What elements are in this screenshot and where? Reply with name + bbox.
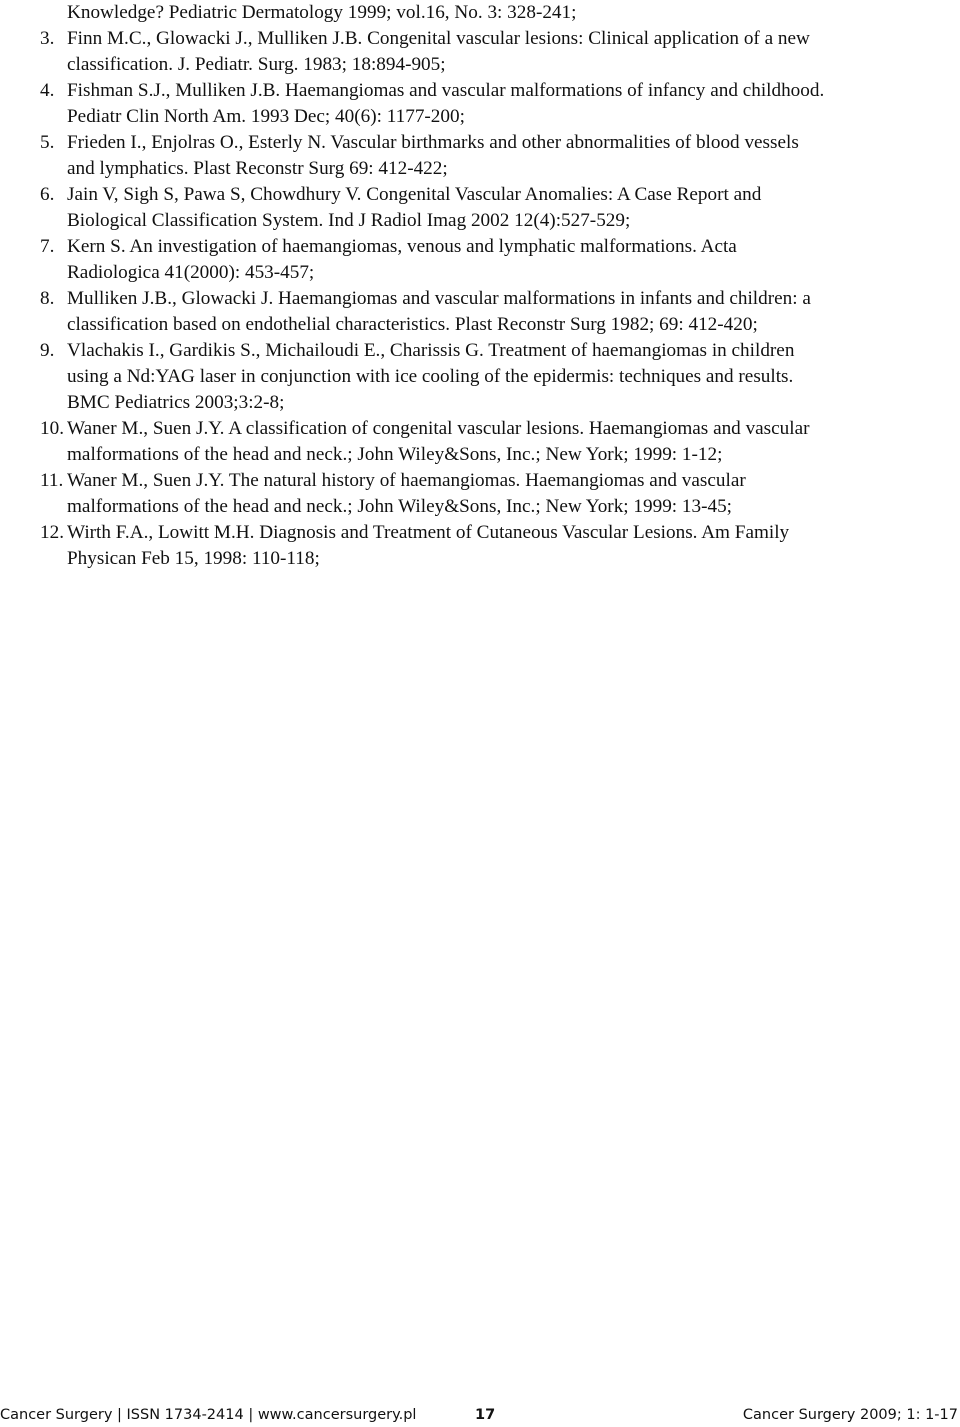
reference-line: malformations of the head and neck.; John Wiley&Sons, Inc.; New York; 1999: 1-12; [67,444,723,465]
reference-line: Waner M., Suen J.Y. A classification of congenital vascular lesions. Haemangiomas and vascular [67,418,810,439]
reference-item [0,234,960,286]
reference-line: malformations of the head and neck.; John Wiley&Sons, Inc.; New York; 1999: 13-45; [67,496,733,517]
reference-list [0,0,960,572]
reference-line: Pediatr Clin North Am. 1993 Dec; 40(6): 1177-200; [67,106,465,127]
reference-line: Vlachakis I., Gardikis S., Michailoudi E., Charissis G. Treatment of haemangiomas in children [67,340,795,361]
reference-line: Waner M., Suen J.Y. The natural history of haemangiomas. Haemangiomas and vascular [67,470,746,491]
reference-number: 11. [40,470,64,491]
footer-citation: Cancer Surgery 2009; 1: 1-17 [742,1407,958,1423]
reference-item [0,286,960,338]
reference-line: Finn M.C., Glowacki J., Mulliken J.B. Congenital vascular lesions: Clinical application of a new [67,28,810,49]
reference-number: 7. [40,236,55,257]
reference-item [0,26,960,78]
reference-number: 12. [40,522,64,543]
reference-line: Radiologica 41(2000): 453-457; [67,262,315,283]
reference-line: Frieden I., Enjolras O., Esterly N. Vascular birthmarks and other abnormalities of blood vessels [67,132,799,153]
reference-line: and lymphatics. Plast Reconstr Surg 69: 412-422; [67,158,448,179]
reference-line: Mulliken J.B., Glowacki J. Haemangiomas and vascular malformations in infants and children: a [67,288,811,309]
reference-line: Biological Classification System. Ind J Radiol Imag 2002 12(4):527-529; [67,210,631,231]
reference-line: using a Nd:YAG laser in conjunction with ice cooling of the epidermis: techniques and results. [67,366,794,387]
reference-line: BMC Pediatrics 2003;3:2-8; [67,392,285,413]
reference-line: Wirth F.A., Lowitt M.H. Diagnosis and Treatment of Cutaneous Vascular Lesions. Am Family [67,522,790,543]
reference-line: Knowledge? Pediatric Dermatology 1999; vol.16, No. 3: 328-241; [67,2,577,23]
reference-number: 6. [40,184,55,205]
reference-line: Kern S. An investigation of haemangiomas, venous and lymphatic malformations. Acta [67,236,737,257]
reference-item [0,520,960,572]
reference-item [0,130,960,182]
reference-item [0,468,960,520]
reference-item [0,78,960,130]
reference-item [0,0,960,26]
reference-line: classification based on endothelial characteristics. Plast Reconstr Surg 1982; 69: 412-420; [67,314,758,335]
reference-number: 10. [40,418,64,439]
reference-line: Physican Feb 15, 1998: 110-118; [67,548,320,569]
reference-line: Fishman S.J., Mulliken J.B. Haemangiomas and vascular malformations of infancy and childhood. [67,80,825,101]
reference-item [0,338,960,416]
reference-number: 5. [40,132,55,153]
footer-journal-info: Cancer Surgery | ISSN 1734-2414 | www.cancersurgery.pl [0,1407,417,1423]
reference-line: Jain V, Sigh S, Pawa S, Chowdhury V. Congenital Vascular Anomalies: A Case Report and [67,184,762,205]
reference-number: 8. [40,288,55,309]
reference-number: 4. [40,80,55,101]
page-footer [0,1404,960,1427]
reference-item [0,416,960,468]
reference-line: classification. J. Pediatr. Surg. 1983; 18:894-905; [67,54,446,75]
reference-number: 3. [40,28,55,49]
reference-item [0,182,960,234]
page-number: 17 [475,1407,496,1423]
reference-number: 9. [40,340,55,361]
